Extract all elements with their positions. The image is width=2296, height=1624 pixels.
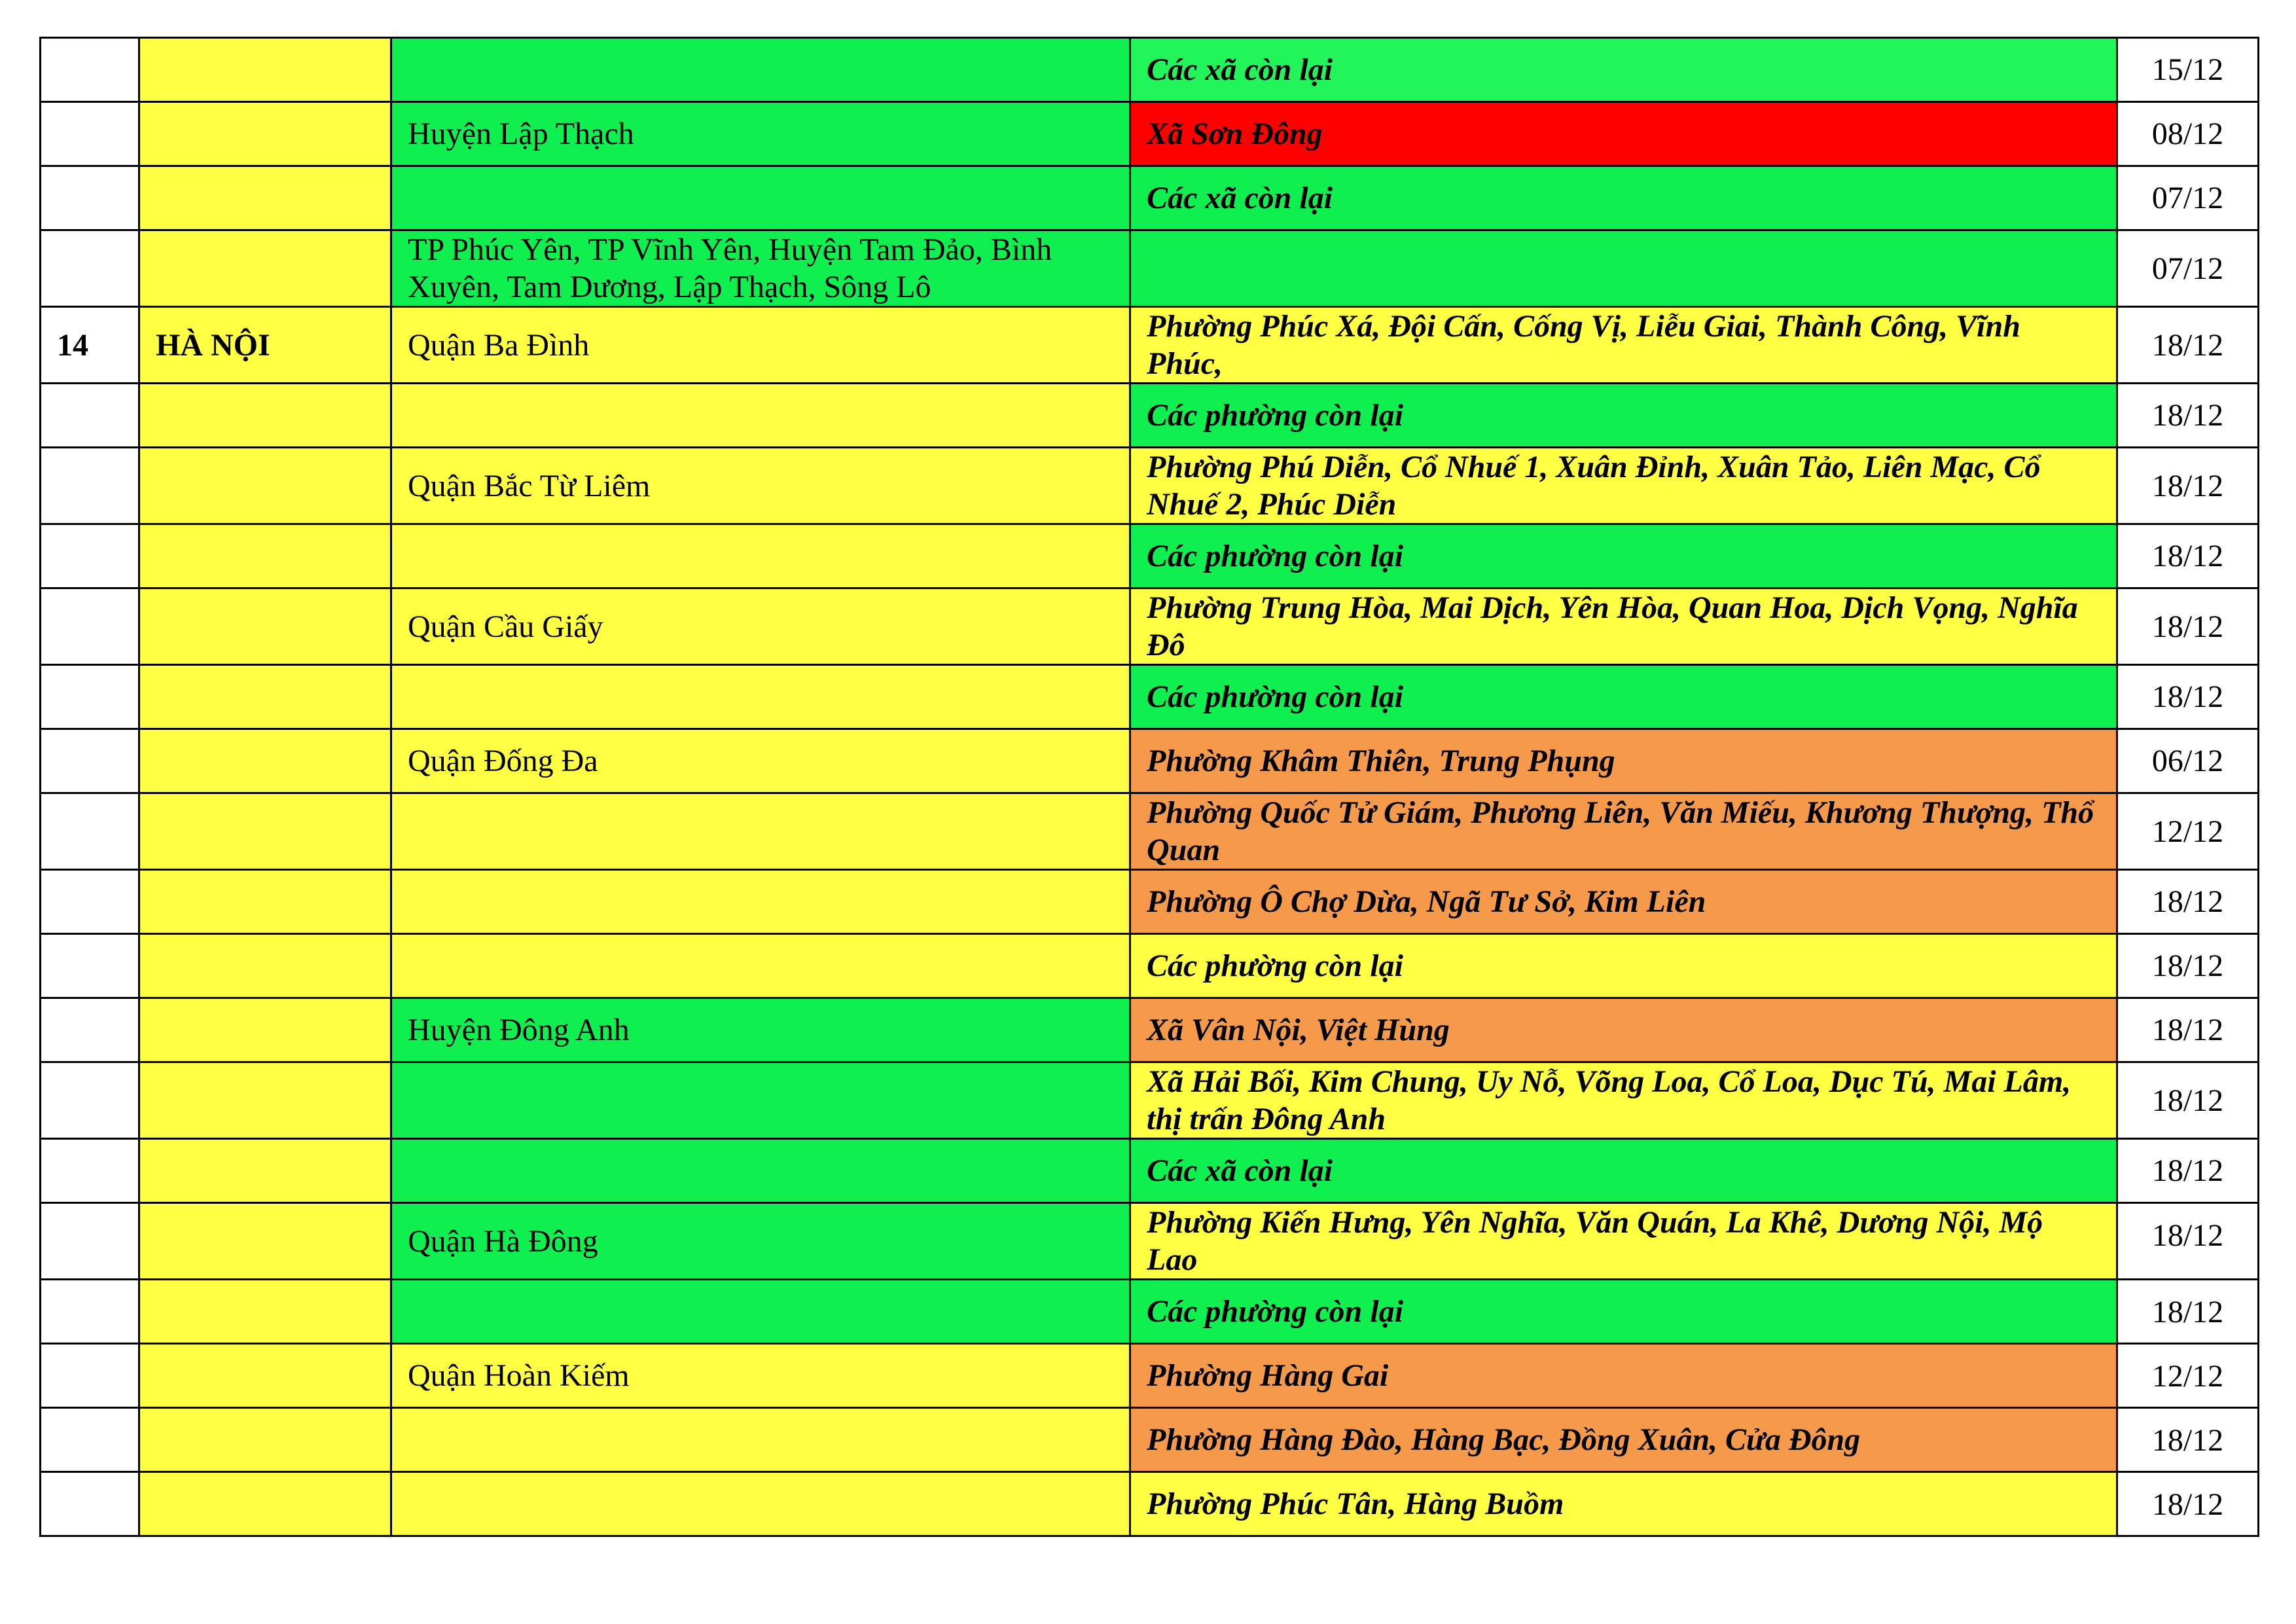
district-cell: TP Phúc Yên, TP Vĩnh Yên, Huyện Tam Đảo, Bình Xuyên, Tam Dương, Lập Thạch, Sông Lô bbox=[391, 230, 1130, 307]
district-cell bbox=[391, 1280, 1130, 1344]
district-cell: Quận Đống Đa bbox=[391, 729, 1130, 793]
province-cell bbox=[139, 870, 391, 934]
row-number-cell: 14 bbox=[41, 307, 139, 384]
ward-cell: Phường Trung Hòa, Mai Dịch, Yên Hòa, Quan Hoa, Dịch Vọng, Nghĩa Đô bbox=[1130, 588, 2117, 665]
table-row bbox=[41, 1062, 2259, 1139]
row-number-cell bbox=[41, 38, 139, 102]
province-cell bbox=[139, 1408, 391, 1472]
province-cell bbox=[139, 665, 391, 729]
district-cell: Quận Bắc Từ Liêm bbox=[391, 448, 1130, 524]
table-row bbox=[41, 588, 2259, 665]
province-cell bbox=[139, 934, 391, 998]
table-row bbox=[41, 1280, 2259, 1344]
table-row bbox=[41, 1408, 2259, 1472]
row-number-cell bbox=[41, 1344, 139, 1408]
province-cell bbox=[139, 166, 391, 230]
table-row bbox=[41, 1203, 2259, 1280]
row-number-cell bbox=[41, 1062, 139, 1139]
district-cell bbox=[391, 1408, 1130, 1472]
table-row bbox=[41, 1344, 2259, 1408]
province-cell bbox=[139, 1280, 391, 1344]
district-cell bbox=[391, 384, 1130, 448]
date-cell: 18/12 bbox=[2117, 1203, 2259, 1280]
table-row bbox=[41, 665, 2259, 729]
row-number-cell bbox=[41, 448, 139, 524]
date-cell: 18/12 bbox=[2117, 448, 2259, 524]
row-number-cell bbox=[41, 166, 139, 230]
table-row bbox=[41, 793, 2259, 870]
district-cell: Huyện Đông Anh bbox=[391, 998, 1130, 1062]
date-cell: 18/12 bbox=[2117, 588, 2259, 665]
district-cell bbox=[391, 524, 1130, 588]
table-row bbox=[41, 524, 2259, 588]
table-row bbox=[41, 307, 2259, 384]
date-cell: 07/12 bbox=[2117, 230, 2259, 307]
ward-cell: Phường Khâm Thiên, Trung Phụng bbox=[1130, 729, 2117, 793]
table-row bbox=[41, 870, 2259, 934]
row-number-cell bbox=[41, 588, 139, 665]
ward-cell: Xã Sơn Đông bbox=[1130, 102, 2117, 166]
ward-cell: Phường Hàng Gai bbox=[1130, 1344, 2117, 1408]
district-cell bbox=[391, 793, 1130, 870]
date-cell: 18/12 bbox=[2117, 1280, 2259, 1344]
ward-cell: Phường Phúc Tân, Hàng Buồm bbox=[1130, 1472, 2117, 1536]
row-number-cell bbox=[41, 1280, 139, 1344]
table-body bbox=[41, 38, 2259, 1536]
row-number-cell bbox=[41, 102, 139, 166]
district-cell: Quận Ba Đình bbox=[391, 307, 1130, 384]
ward-cell: Các xã còn lại bbox=[1130, 1139, 2117, 1203]
row-number-cell bbox=[41, 384, 139, 448]
province-cell bbox=[139, 1203, 391, 1280]
province-cell bbox=[139, 1139, 391, 1203]
row-number-cell bbox=[41, 1472, 139, 1536]
ward-cell: Các phường còn lại bbox=[1130, 1280, 2117, 1344]
district-cell bbox=[391, 166, 1130, 230]
province-cell bbox=[139, 1472, 391, 1536]
ward-cell: Các xã còn lại bbox=[1130, 38, 2117, 102]
row-number-cell bbox=[41, 1139, 139, 1203]
row-number-cell bbox=[41, 998, 139, 1062]
row-number-cell bbox=[41, 1408, 139, 1472]
ward-cell: Phường Ô Chợ Dừa, Ngã Tư Sở, Kim Liên bbox=[1130, 870, 2117, 934]
table-row bbox=[41, 1472, 2259, 1536]
district-cell bbox=[391, 38, 1130, 102]
date-cell: 18/12 bbox=[2117, 1139, 2259, 1203]
ward-cell: Các phường còn lại bbox=[1130, 934, 2117, 998]
row-number-cell bbox=[41, 524, 139, 588]
row-number-cell bbox=[41, 934, 139, 998]
ward-cell: Xã Hải Bối, Kim Chung, Uy Nỗ, Võng Loa, Cổ Loa, Dục Tú, Mai Lâm, thị trấn Đông Anh bbox=[1130, 1062, 2117, 1139]
row-number-cell bbox=[41, 1203, 139, 1280]
date-cell: 18/12 bbox=[2117, 1472, 2259, 1536]
date-cell: 18/12 bbox=[2117, 870, 2259, 934]
row-number-cell bbox=[41, 665, 139, 729]
district-status-table bbox=[39, 37, 2259, 1537]
province-cell bbox=[139, 588, 391, 665]
date-cell: 12/12 bbox=[2117, 1344, 2259, 1408]
table-row bbox=[41, 384, 2259, 448]
province-cell bbox=[139, 793, 391, 870]
date-cell: 18/12 bbox=[2117, 524, 2259, 588]
district-cell: Quận Hoàn Kiếm bbox=[391, 1344, 1130, 1408]
table-row bbox=[41, 230, 2259, 307]
district-cell bbox=[391, 934, 1130, 998]
date-cell: 18/12 bbox=[2117, 665, 2259, 729]
district-cell bbox=[391, 870, 1130, 934]
province-cell bbox=[139, 729, 391, 793]
ward-cell: Phường Kiến Hưng, Yên Nghĩa, Văn Quán, La Khê, Dương Nội, Mộ Lao bbox=[1130, 1203, 2117, 1280]
table-row bbox=[41, 1139, 2259, 1203]
date-cell: 15/12 bbox=[2117, 38, 2259, 102]
row-number-cell bbox=[41, 729, 139, 793]
ward-cell: Phường Hàng Đào, Hàng Bạc, Đồng Xuân, Cửa Đông bbox=[1130, 1408, 2117, 1472]
province-cell bbox=[139, 230, 391, 307]
province-cell bbox=[139, 448, 391, 524]
date-cell: 18/12 bbox=[2117, 384, 2259, 448]
row-number-cell bbox=[41, 870, 139, 934]
row-number-cell bbox=[41, 793, 139, 870]
date-cell: 18/12 bbox=[2117, 934, 2259, 998]
ward-cell: Các xã còn lại bbox=[1130, 166, 2117, 230]
ward-cell bbox=[1130, 230, 2117, 307]
province-cell bbox=[139, 384, 391, 448]
province-cell bbox=[139, 998, 391, 1062]
ward-cell: Xã Vân Nội, Việt Hùng bbox=[1130, 998, 2117, 1062]
date-cell: 08/12 bbox=[2117, 102, 2259, 166]
row-number-cell bbox=[41, 230, 139, 307]
ward-cell: Phường Quốc Tử Giám, Phương Liên, Văn Miếu, Khương Thượng, Thổ Quan bbox=[1130, 793, 2117, 870]
table-row bbox=[41, 998, 2259, 1062]
district-cell: Huyện Lập Thạch bbox=[391, 102, 1130, 166]
province-cell bbox=[139, 1344, 391, 1408]
district-cell bbox=[391, 1062, 1130, 1139]
province-cell bbox=[139, 524, 391, 588]
ward-cell: Phường Phúc Xá, Đội Cấn, Cống Vị, Liễu Giai, Thành Công, Vĩnh Phúc, bbox=[1130, 307, 2117, 384]
ward-cell: Các phường còn lại bbox=[1130, 665, 2117, 729]
date-cell: 12/12 bbox=[2117, 793, 2259, 870]
table-row bbox=[41, 934, 2259, 998]
date-cell: 07/12 bbox=[2117, 166, 2259, 230]
province-cell bbox=[139, 38, 391, 102]
province-cell bbox=[139, 102, 391, 166]
province-cell bbox=[139, 1062, 391, 1139]
date-cell: 06/12 bbox=[2117, 729, 2259, 793]
table-row bbox=[41, 729, 2259, 793]
table-row bbox=[41, 102, 2259, 166]
date-cell: 18/12 bbox=[2117, 1408, 2259, 1472]
district-cell: Quận Cầu Giấy bbox=[391, 588, 1130, 665]
date-cell: 18/12 bbox=[2117, 1062, 2259, 1139]
district-cell bbox=[391, 665, 1130, 729]
ward-cell: Phường Phú Diễn, Cổ Nhuế 1, Xuân Đỉnh, Xuân Tảo, Liên Mạc, Cổ Nhuế 2, Phúc Diễn bbox=[1130, 448, 2117, 524]
district-cell: Quận Hà Đông bbox=[391, 1203, 1130, 1280]
table-row bbox=[41, 166, 2259, 230]
table-row bbox=[41, 38, 2259, 102]
ward-cell: Các phường còn lại bbox=[1130, 384, 2117, 448]
province-cell: HÀ NỘI bbox=[139, 307, 391, 384]
table-row bbox=[41, 448, 2259, 524]
date-cell: 18/12 bbox=[2117, 307, 2259, 384]
date-cell: 18/12 bbox=[2117, 998, 2259, 1062]
ward-cell: Các phường còn lại bbox=[1130, 524, 2117, 588]
district-cell bbox=[391, 1472, 1130, 1536]
district-cell bbox=[391, 1139, 1130, 1203]
